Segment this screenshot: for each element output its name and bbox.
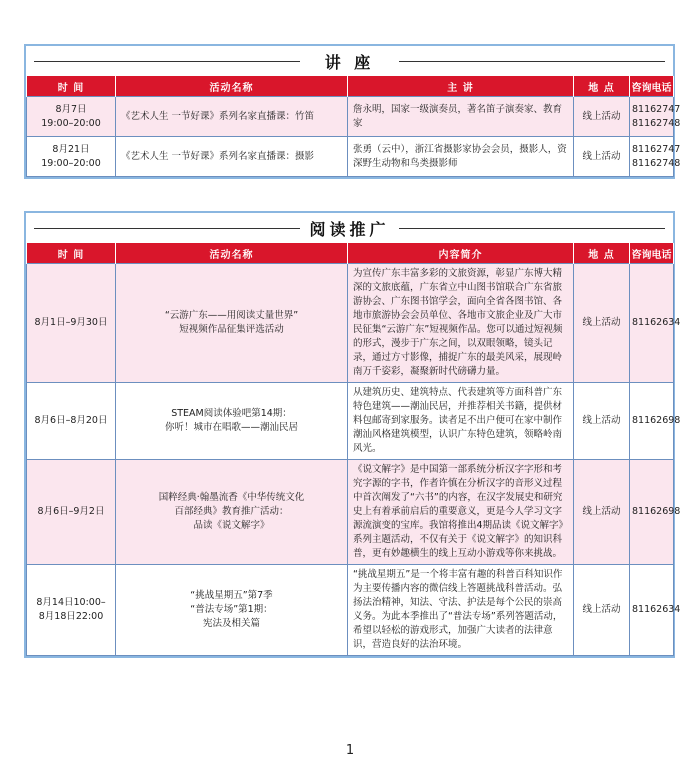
summary-cell: “挑战星期五”是一个将丰富有趣的科普百科知识作为主要传播内容的微信线上答题挑战科普活动。弘扬法治精神，知法、守法、护法是每个公民的崇高义务。为此本季推出了“普法专场”系列答题活动，希望以轻松的游戏形式，加强广大读者的法律意识，营造良好的法治环境。	[348, 565, 574, 656]
reading-table	[26, 243, 681, 656]
phone-number: 81162748	[632, 157, 681, 169]
date-text: 8月21日	[52, 143, 90, 155]
time-cell	[27, 137, 116, 177]
col-header-place: 地 点	[574, 76, 630, 97]
col-header-name: 活动名称	[116, 76, 348, 97]
name-line: 宪法及相关篇	[202, 618, 260, 629]
speaker-cell: 詹永明，国家一级演奏员，著名笛子演奏家、教育家	[348, 97, 574, 137]
title-rule-left	[34, 228, 300, 229]
place-cell: 线上活动	[574, 460, 630, 565]
name-line: “挑战星期五”第7季	[190, 590, 273, 601]
place-cell: 线上活动	[574, 97, 630, 137]
col-header-summary: 内容简介	[348, 243, 574, 264]
col-header-phone: 咨询电话	[630, 76, 674, 97]
lecture-section	[24, 44, 681, 179]
phone-cell	[630, 97, 681, 137]
title-rule-right	[399, 61, 665, 62]
time-cell	[27, 97, 116, 137]
reading-section	[24, 211, 681, 658]
place-cell: 线上活动	[574, 137, 630, 177]
place-cell: 线上活动	[574, 383, 630, 460]
phone-cell	[630, 137, 681, 177]
summary-cell: 《说文解字》是中国第一部系统分析汉字字形和考究字源的字书，作者许慎在分析汉字的音形义过程中首次阐发了“六书”的内容，在汉字发展史和研究史上有着承前启后的重要意义，更是今人学习文字源流演变的宝库。我馆将推出4期品读《说文解字》系列主题活动，不仅有关于《说文解字》的知识科普，更有妙趣横生的线上互动小游戏等你来挑战。	[348, 460, 574, 565]
time-cell: 8月1日–9月30日	[27, 264, 116, 383]
summary-cell: 从建筑历史、建筑特点、代表建筑等方面科普广东特色建筑——潮汕民居，并推荐相关书籍，提供材料包邮寄到家服务。读者足不出户便可在家中制作潮汕风格建筑模型，认识广东特色建筑，领略岭南风光。	[348, 383, 574, 460]
phone-cell: 81162698	[630, 460, 674, 565]
name-line: 百部经典》教育推广活动：	[174, 506, 289, 517]
activity-name-cell	[116, 264, 348, 383]
phone-cell: 81162698	[630, 383, 674, 460]
activity-name-cell	[116, 383, 348, 460]
date-text: 8月7日	[55, 103, 87, 115]
phone-number: 81162747	[632, 143, 681, 155]
time-cell: 8月6日–8月20日	[27, 383, 116, 460]
table-row	[27, 460, 674, 565]
time-text: 19:00–20:00	[41, 117, 101, 129]
activity-name-cell	[116, 460, 348, 565]
col-header-speaker: 主 讲	[348, 76, 574, 97]
phone-number: 81162747	[632, 103, 681, 115]
table-row	[27, 97, 674, 137]
name-line: 短视频作品征集评选活动	[179, 324, 284, 335]
time-text: 19:00–20:00	[41, 157, 101, 169]
col-header-time: 时 间	[27, 76, 116, 97]
summary-cell: 为宣传广东丰富多彩的文旅资源，彰显广东博大精深的文旅底蕴，广东省立中山图书馆联合广东省旅游协会、广东图书馆学会，面向全省各图书馆、各地市旅游协会会员单位、各地市文旅企业及广大市民征集“云游广东”短视频作品。您可以通过短视频的形式，漫步于广东之间，以双眼领略，镜头记录，通过方寸影像，捕捉广东的最美风采，展现岭南万千姿彩，凝聚新时代磅礴力量。	[348, 264, 574, 383]
time-cell: 8月6日–9月2日	[27, 460, 116, 565]
lecture-table	[26, 76, 681, 177]
table-row	[27, 383, 674, 460]
lecture-header-row	[27, 76, 674, 97]
activity-name-cell: 《艺术人生 一节好课》系列名家直播课：竹笛	[116, 97, 348, 137]
lecture-section-title	[26, 46, 673, 76]
time-line: 8月14日10:00–	[36, 597, 106, 608]
name-line: 你听！城市在唱歌——潮汕民居	[164, 422, 298, 433]
col-header-time: 时 间	[27, 243, 116, 264]
time-line: 8月18日22:00	[38, 611, 104, 622]
col-header-phone: 咨询电话	[630, 243, 674, 264]
page-number: 1	[345, 743, 355, 758]
time-cell	[27, 565, 116, 656]
speaker-cell: 张勇（云中），浙江省摄影家协会会员，摄影人，资深野生动物和鸟类摄影师	[348, 137, 574, 177]
place-cell: 线上活动	[574, 565, 630, 656]
title-rule-right	[399, 228, 665, 229]
table-row	[27, 264, 674, 383]
reading-header-row	[27, 243, 674, 264]
name-line: 品读《说文解字》	[193, 520, 270, 531]
name-line: STEAM阅读体验吧第14期：	[171, 408, 292, 419]
table-row	[27, 137, 674, 177]
phone-cell: 81162634	[630, 565, 674, 656]
name-line: “普法专场”第1期：	[190, 604, 273, 615]
phone-cell: 81162634	[630, 264, 674, 383]
reading-title: 阅读推广	[303, 217, 395, 240]
name-line: “云游广东——用阅读丈量世界”	[164, 310, 299, 321]
activity-name-cell: 《艺术人生 一节好课》系列名家直播课：摄影	[116, 137, 348, 177]
lecture-title: 讲 座	[319, 50, 381, 73]
phone-number: 81162748	[632, 117, 681, 129]
name-line: 国粹经典·翰墨流香《中华传统文化	[158, 492, 305, 503]
col-header-name: 活动名称	[116, 243, 348, 264]
activity-name-cell	[116, 565, 348, 656]
title-rule-left	[34, 61, 300, 62]
table-row	[27, 565, 674, 656]
reading-section-title	[26, 213, 673, 243]
col-header-place: 地 点	[574, 243, 630, 264]
place-cell: 线上活动	[574, 264, 630, 383]
